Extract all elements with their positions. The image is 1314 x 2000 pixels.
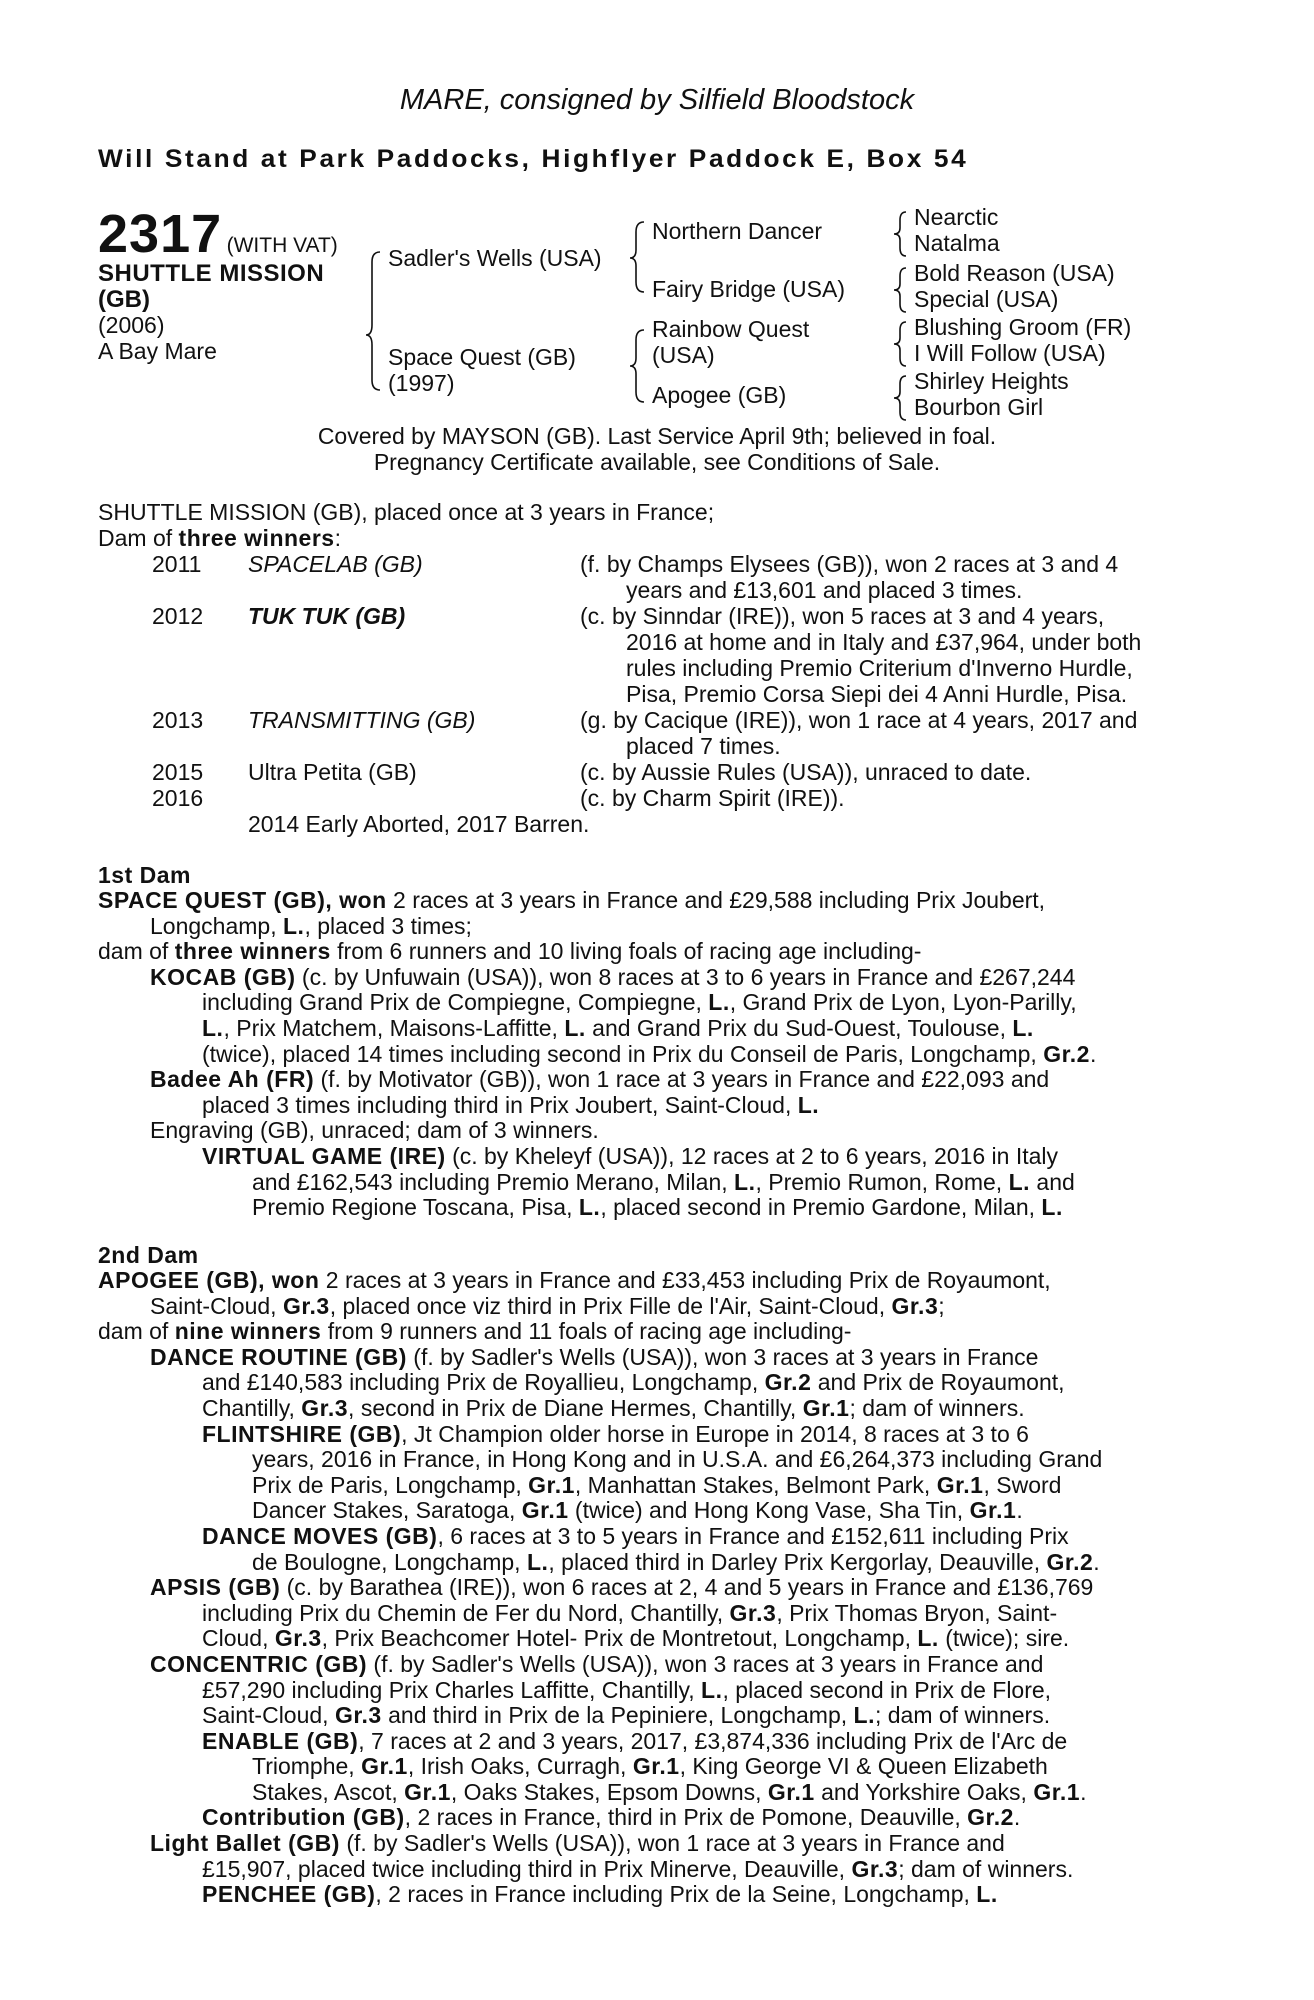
text: , placed second in Premio Gardone, Milan,: [600, 1194, 1042, 1221]
text: and third in Prix de la Pepiniere, Longchamp,: [381, 1702, 854, 1729]
second-dam-heading: 2nd Dam: [98, 1242, 199, 1268]
stand-location: Will Stand at Park Paddocks, Highflyer Paddock E, Box 54: [98, 145, 969, 173]
sire-sire-sire: Nearctic: [914, 204, 999, 230]
produce-detail: rules including Premio Criterium d'Inverno Hurdle,: [626, 655, 1133, 681]
text: Prix de Paris, Longchamp,: [252, 1471, 529, 1498]
race-grade: L.: [708, 989, 730, 1016]
text: , 6 races at 3 to 5 years in France and £152,611 including Prix: [437, 1522, 1069, 1549]
race-grade: L.: [797, 1091, 820, 1118]
text: , King George VI & Queen Elizabeth: [679, 1753, 1048, 1780]
dam-sire-country: (USA): [652, 342, 715, 368]
horse-name: Contribution (GB): [202, 1804, 405, 1831]
text: , 2 races in France including Prix de la Seine, Longchamp,: [375, 1881, 977, 1908]
race-grade: Gr.1: [521, 1497, 569, 1524]
text: , Jt Champion older horse in Europe in 2014, 8 races at 3 to 6: [401, 1420, 1029, 1447]
dam-of-prefix: Dam of: [98, 525, 179, 551]
produce-year: 2016: [152, 785, 204, 811]
race-grade: L.: [917, 1625, 939, 1652]
text: , Premio Rumon, Rome,: [755, 1168, 1009, 1195]
race-grade: Gr.1: [632, 1753, 680, 1780]
text: , 7 races at 2 and 3 years, 2017, £3,874,336 including Prix de l'Arc de: [358, 1727, 1068, 1754]
text: , Prix Thomas Bryon, Saint-: [776, 1599, 1058, 1626]
text: Triomphe,: [252, 1753, 362, 1780]
text: , Irish Oaks, Curragh,: [407, 1753, 633, 1780]
race-grade: L.: [578, 1194, 601, 1221]
text: Saint-Cloud,: [150, 1292, 283, 1319]
produce-detail: Pisa, Premio Corsa Siepi dei 4 Anni Hurdle, Pisa.: [626, 681, 1128, 707]
text: , placed third in Darley Prix Kergorlay, Deauville,: [548, 1548, 1047, 1575]
race-grade: L.: [202, 1014, 224, 1041]
produce-year: 2012: [152, 603, 204, 629]
text: ;: [938, 1292, 945, 1319]
race-grade: Gr.1: [969, 1497, 1017, 1524]
text: , placed once viz third in Prix Fille de l'Air, Saint-Cloud,: [329, 1292, 892, 1319]
horse-name: Light Ballet (GB): [150, 1830, 340, 1857]
lot-description: A Bay Mare: [98, 338, 217, 364]
page-title: MARE, consigned by Silfield Bloodstock: [399, 84, 915, 116]
race-grade: L.: [1041, 1194, 1063, 1221]
race-grade: Gr.3: [301, 1394, 349, 1421]
text: Chantilly,: [202, 1394, 302, 1421]
race-grade: Gr.1: [767, 1778, 815, 1805]
first-dam-section: [98, 888, 1198, 1221]
second-dam-section: [98, 1268, 1198, 1908]
text: £57,290 including Prix Charles Laffitte, Chantilly,: [202, 1676, 702, 1703]
race-grade: Gr.3: [851, 1855, 899, 1882]
lot-name-country: (GB): [98, 286, 150, 313]
text: , Grand Prix de Lyon, Lyon-Parilly,: [729, 989, 1077, 1016]
lot-number: 2317: [98, 204, 223, 264]
horse-name: DANCE ROUTINE (GB): [150, 1343, 407, 1370]
dam-name: APOGEE (GB), won: [98, 1267, 320, 1293]
text: (twice), placed 14 times including second in Prix du Conseil de Paris, Longchamp,: [202, 1040, 1044, 1067]
text: , Oaks Stakes, Epsom Downs,: [450, 1778, 768, 1805]
race-grade: L.: [1012, 1014, 1034, 1041]
text: , placed 3 times;: [304, 912, 472, 939]
text: , Sword: [983, 1471, 1062, 1498]
race-grade: Gr.2: [764, 1369, 812, 1396]
text: Engraving (GB), unraced; dam of 3 winners.: [150, 1117, 599, 1144]
text: .: [1016, 1497, 1023, 1524]
text: and: [1030, 1168, 1075, 1195]
produce-year: 2011: [152, 551, 202, 577]
race-grade: Gr.1: [802, 1394, 850, 1421]
text: dam of: [98, 1318, 175, 1345]
dam-sire-dam: I Will Follow (USA): [914, 340, 1106, 366]
produce-detail: (f. by Champs Elysees (GB)), won 2 races at 3 and 4: [580, 551, 1119, 577]
produce-year: 2013: [152, 707, 204, 733]
produce-note: 2014 Early Aborted, 2017 Barren.: [248, 811, 590, 837]
text: and £140,583 including Prix de Royallieu, Longchamp,: [202, 1369, 765, 1396]
race-grade: L.: [526, 1548, 549, 1575]
text: , placed second in Prix de Flore,: [722, 1676, 1052, 1703]
text: (f. by Sadler's Wells (USA)), won 3 races at 3 years in France: [406, 1343, 1039, 1370]
text: Cloud,: [202, 1625, 275, 1652]
race-grade: L.: [564, 1014, 586, 1041]
horse-name: DANCE MOVES (GB): [202, 1522, 438, 1549]
text: (f. by Sadler's Wells (USA)), won 3 races at 3 years in France and: [367, 1650, 1044, 1677]
race-grade: Gr.2: [1043, 1040, 1090, 1067]
text: , Prix Beachcomer Hotel- Prix de Montretout, Longchamp,: [321, 1625, 918, 1652]
text: , 2 races in France, third in Prix de Pomone, Deauville,: [404, 1804, 968, 1831]
lot-name: SHUTTLE MISSION: [98, 260, 325, 287]
produce-name: SPACELAB (GB): [248, 551, 423, 577]
race-grade: L.: [701, 1676, 723, 1703]
race-grade: Gr.1: [528, 1471, 575, 1498]
text: ; dam of winners.: [898, 1855, 1074, 1882]
race-grade: L.: [853, 1702, 875, 1729]
produce-detail: (c. by Charm Spirit (IRE)).: [580, 785, 845, 811]
text: (c. by Barathea (IRE)), won 6 races at 2, 4 and 5 years in France and £136,769: [280, 1574, 1094, 1601]
text: and £162,543 including Premio Merano, Milan,: [252, 1168, 735, 1195]
text: Saint-Cloud,: [202, 1702, 335, 1729]
dam-sire: Rainbow Quest: [652, 316, 810, 342]
dam-of-suffix: :: [334, 525, 341, 551]
covered-line: Covered by MAYSON (GB). Last Service April 9th; believed in foal.: [317, 423, 997, 449]
dam-of-line: [98, 526, 341, 552]
race-grade: L.: [734, 1168, 756, 1195]
text: and Yorkshire Oaks,: [814, 1778, 1034, 1805]
sire-sire: Northern Dancer: [652, 218, 823, 244]
text: including Grand Prix de Compiegne, Compiegne,: [202, 989, 709, 1016]
produce-detail: (g. by Cacique (IRE)), won 1 race at 4 years, 2017 and: [580, 707, 1138, 733]
text: , second in Prix de Diane Hermes, Chantilly,: [348, 1394, 803, 1421]
text: Longchamp,: [150, 912, 283, 939]
pregnancy-line: Pregnancy Certificate available, see Conditions of Sale.: [373, 449, 941, 475]
text: (c. by Kheleyf (USA)), 12 races at 2 to 6 years, 2016 in Italy: [445, 1142, 1059, 1169]
text: and Grand Prix du Sud-Ouest, Toulouse,: [585, 1014, 1013, 1041]
text: from 6 runners and 10 living foals of racing age including-: [330, 938, 922, 965]
horse-name: PENCHEE (GB): [202, 1881, 376, 1908]
race-grade: Gr.1: [361, 1753, 408, 1780]
horse-name: ENABLE (GB): [202, 1727, 359, 1754]
text: de Boulogne, Longchamp,: [252, 1548, 527, 1575]
dam-dam: Apogee (GB): [652, 382, 787, 408]
text: , Manhattan Stakes, Belmont Park,: [574, 1471, 937, 1498]
text: ; dam of winners.: [874, 1702, 1051, 1729]
horse-name: CONCENTRIC (GB): [150, 1650, 368, 1677]
winners-count: three winners: [174, 938, 331, 965]
dam-year: (1997): [388, 370, 455, 396]
first-dam-heading: 1st Dam: [98, 862, 191, 888]
text: .: [1080, 1778, 1087, 1805]
sire-dam-sire: Bold Reason (USA): [914, 260, 1115, 286]
dam-dam-sire: Shirley Heights: [914, 368, 1069, 394]
race-grade: Gr.3: [274, 1625, 322, 1652]
produce-detail: placed 7 times.: [626, 733, 781, 759]
race-grade: Gr.2: [967, 1804, 1014, 1831]
text: 2 races at 3 years in France and £33,453 including Prix de Royaumont,: [319, 1267, 1051, 1293]
dam: Space Quest (GB): [388, 344, 576, 370]
race-grade: Gr.1: [404, 1778, 451, 1805]
text: .: [1089, 1040, 1097, 1067]
sire-dam-dam: Special (USA): [914, 286, 1059, 312]
dam-dam-dam: Bourbon Girl: [914, 394, 1044, 420]
vat-label: (WITH VAT): [226, 234, 338, 257]
text: dam of: [98, 938, 175, 965]
horse-name: APSIS (GB): [150, 1574, 281, 1601]
sire-dam: Fairy Bridge (USA): [652, 276, 845, 302]
produce-year: 2015: [152, 759, 204, 785]
text: , Prix Matchem, Maisons-Laffitte,: [223, 1014, 565, 1041]
race-grade: Gr.1: [1033, 1778, 1081, 1805]
race-grade: Gr.3: [282, 1292, 330, 1319]
text: (f. by Motivator (GB)), won 1 race at 3 years in France and £22,093 and: [314, 1066, 1050, 1093]
dam-name: SPACE QUEST (GB), won: [98, 887, 387, 913]
winners-count: nine winners: [174, 1318, 322, 1345]
text: .: [1013, 1804, 1021, 1831]
produce-name: Ultra Petita (GB): [248, 759, 417, 785]
produce-name: TRANSMITTING (GB): [248, 707, 476, 733]
horse-name: VIRTUAL GAME (IRE): [202, 1142, 446, 1169]
race-grade: Gr.2: [1046, 1548, 1094, 1575]
produce-name: TUK TUK (GB): [248, 603, 406, 629]
produce-detail: years and £13,601 and placed 3 times.: [626, 577, 1023, 603]
text: ; dam of winners.: [849, 1394, 1025, 1421]
text: (c. by Unfuwain (USA)), won 8 races at 3 to 6 years in France and £267,244: [295, 963, 1076, 990]
text: (twice); sire.: [938, 1625, 1070, 1652]
text: years, 2016 in France, in Hong Kong and in U.S.A. and £6,264,373 including Grand: [252, 1446, 1103, 1473]
text: including Prix du Chemin de Fer du Nord, Chantilly,: [202, 1599, 730, 1626]
produce-intro: SHUTTLE MISSION (GB), placed once at 3 years in France;: [98, 499, 715, 525]
race-grade: L.: [282, 912, 305, 939]
race-grade: Gr.3: [729, 1599, 777, 1626]
sire-sire-dam: Natalma: [914, 230, 1000, 256]
lot-year: (2006): [98, 312, 165, 338]
horse-name: FLINTSHIRE (GB): [202, 1420, 402, 1447]
produce-detail: (c. by Sinndar (IRE)), won 5 races at 3 and 4 years,: [580, 603, 1105, 629]
text: 2 races at 3 years in France and £29,588 including Prix Joubert,: [386, 887, 1046, 913]
race-grade: L.: [976, 1881, 998, 1908]
race-grade: L.: [1008, 1168, 1031, 1195]
sire: Sadler's Wells (USA): [388, 245, 602, 271]
text: and Prix de Royaumont,: [811, 1369, 1065, 1396]
dam-sire-sire: Blushing Groom (FR): [914, 314, 1132, 340]
text: (twice) and Hong Kong Vase, Sha Tin,: [568, 1497, 970, 1524]
text: Dancer Stakes, Saratoga,: [252, 1497, 522, 1524]
race-grade: Gr.3: [891, 1292, 939, 1319]
horse-name: KOCAB (GB): [150, 963, 296, 990]
text: .: [1093, 1548, 1100, 1575]
text: £15,907, placed twice including third in Prix Minerve, Deauville,: [202, 1855, 852, 1882]
horse-name: Badee Ah (FR): [150, 1066, 315, 1093]
text: from 9 runners and 11 foals of racing age including-: [321, 1318, 852, 1345]
produce-detail: (c. by Aussie Rules (USA)), unraced to date.: [580, 759, 1032, 785]
text: Stakes, Ascot,: [252, 1778, 405, 1805]
text: placed 3 times including third in Prix Joubert, Saint-Cloud,: [202, 1091, 798, 1118]
text: Premio Regione Toscana, Pisa,: [252, 1194, 579, 1221]
race-grade: Gr.1: [936, 1471, 984, 1498]
text: (f. by Sadler's Wells (USA)), won 1 race at 3 years in France and: [339, 1830, 1005, 1857]
race-grade: Gr.3: [334, 1702, 382, 1729]
dam-of-winners: three winners: [178, 525, 335, 551]
produce-detail: 2016 at home and in Italy and £37,964, under both: [626, 629, 1142, 655]
